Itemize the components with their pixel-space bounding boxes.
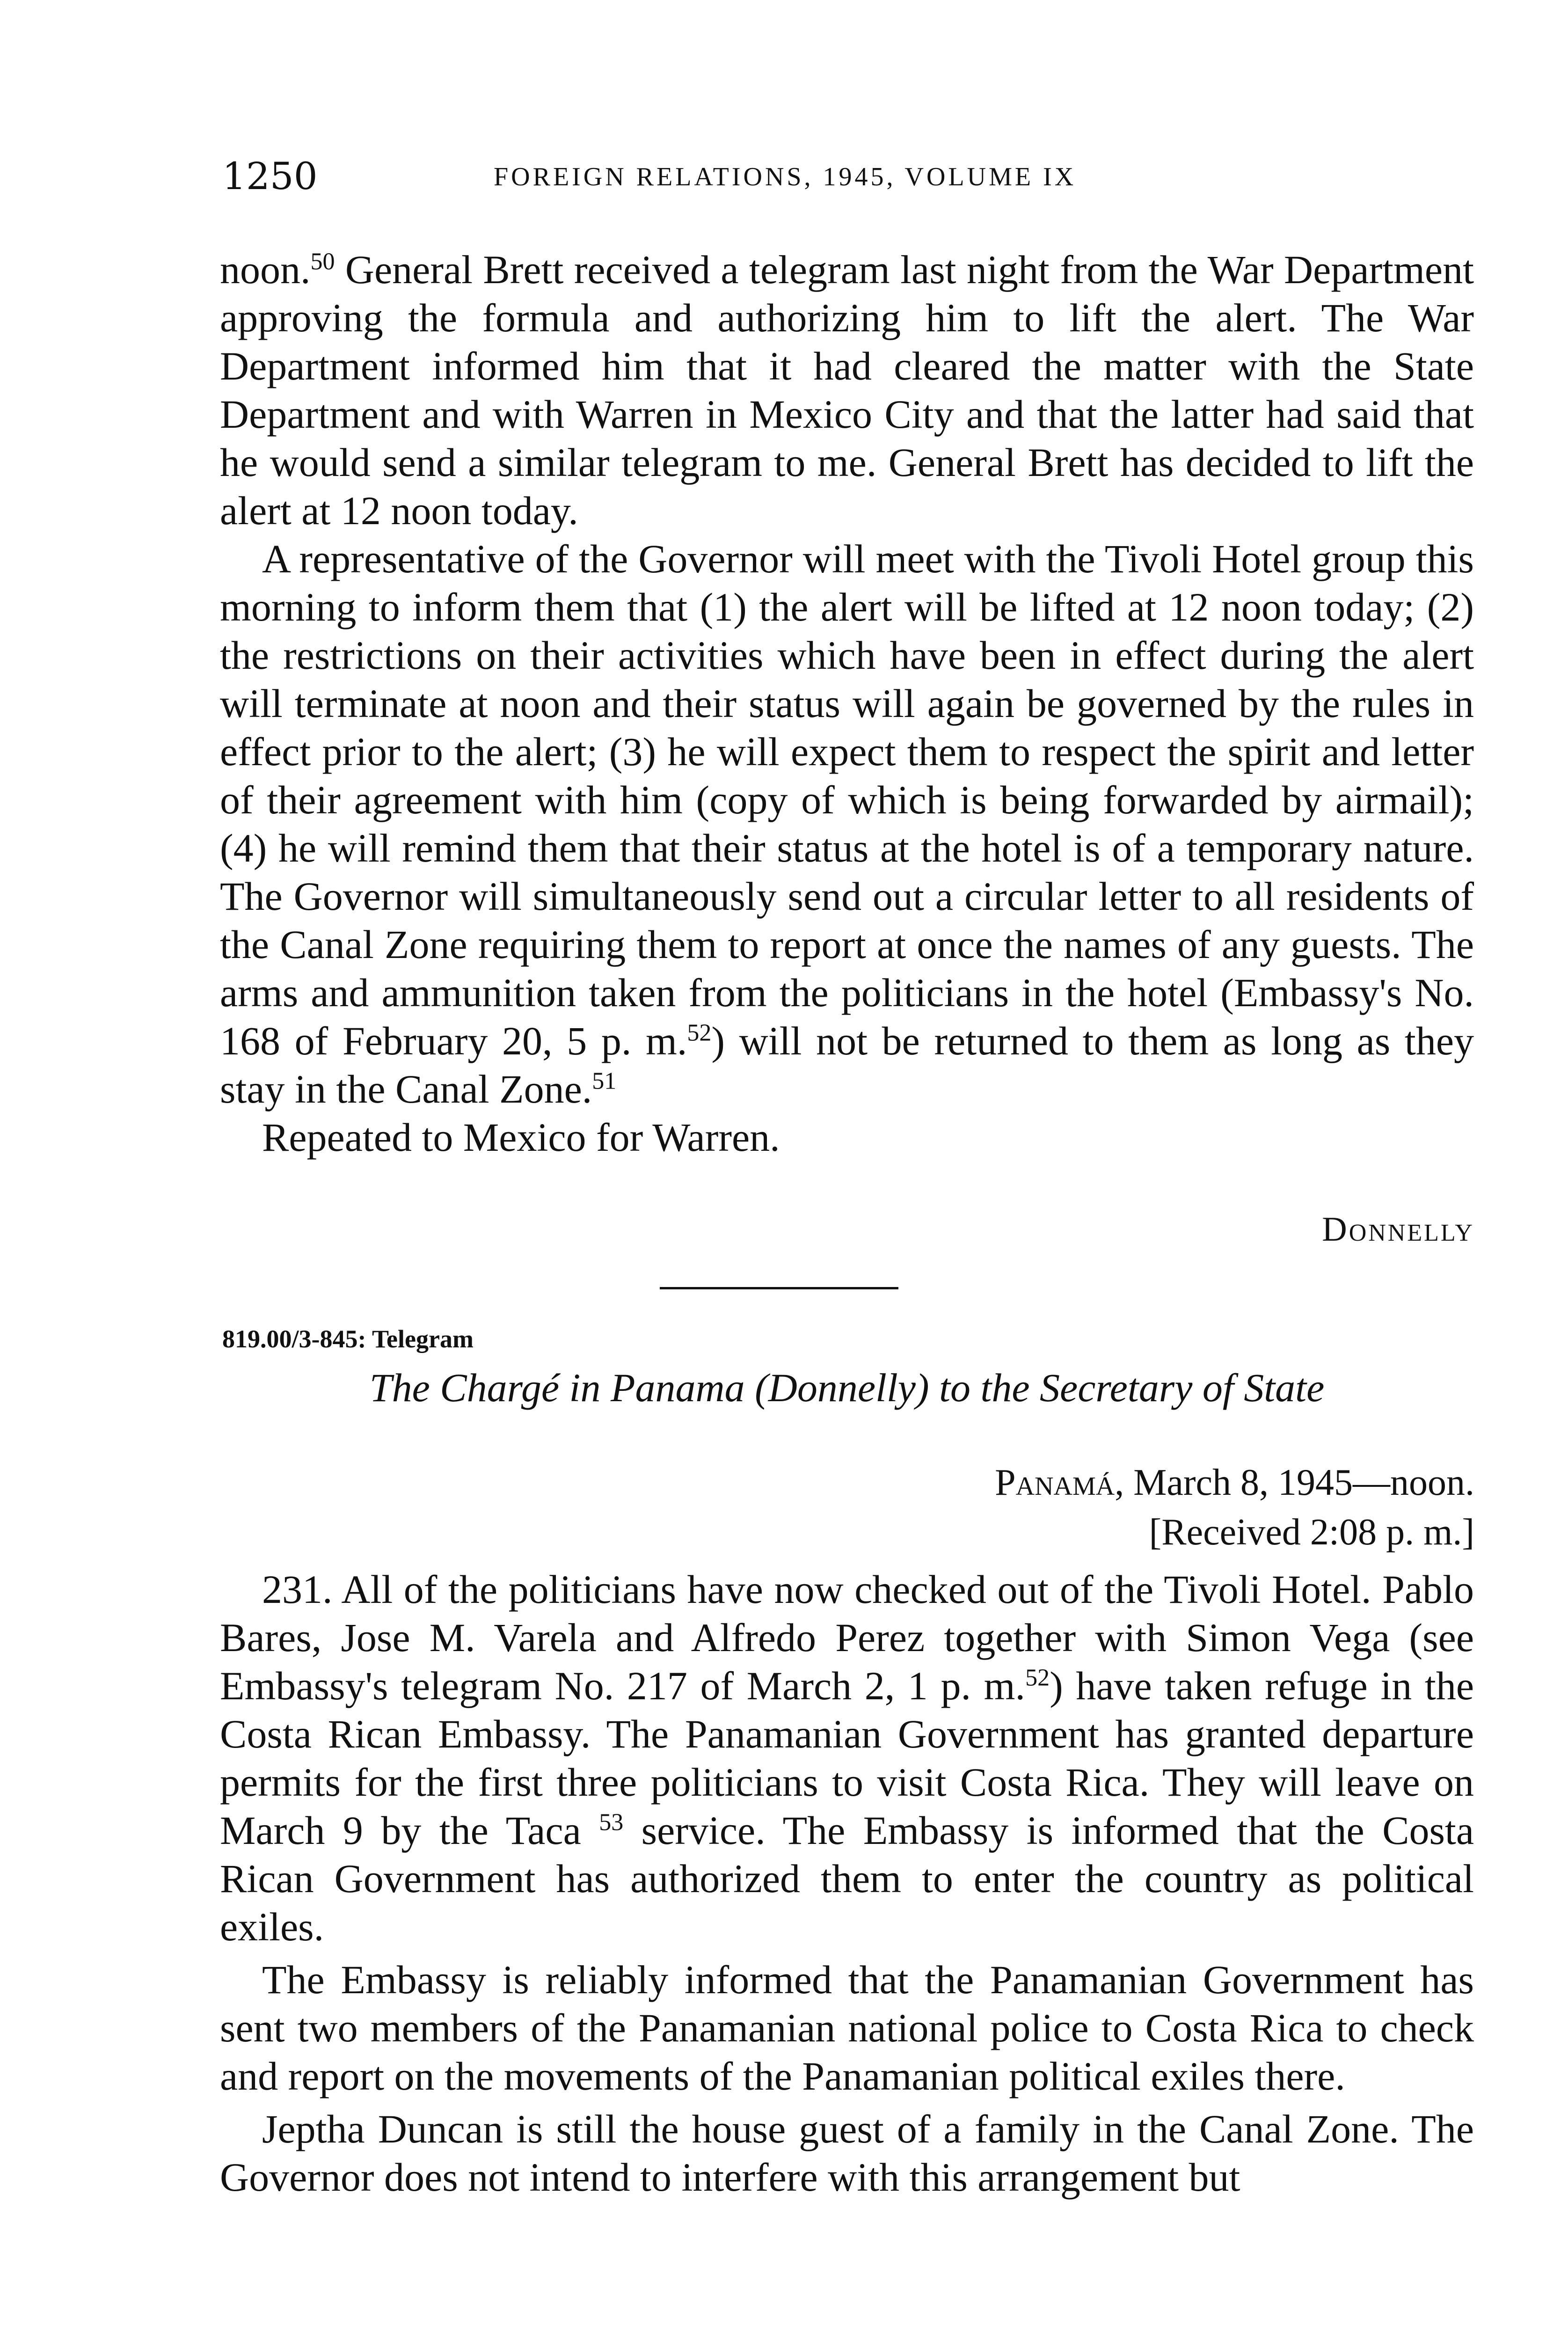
section-divider <box>660 1287 898 1289</box>
footnote-ref: 52 <box>687 1019 712 1046</box>
dateline <box>995 1458 1474 1557</box>
footnote-ref: 52 <box>1025 1664 1050 1691</box>
footnote-ref: 50 <box>310 248 335 275</box>
telegram-continuation <box>220 246 1474 1162</box>
dateline-date: March 8, 1945—noon. <box>1124 1462 1474 1503</box>
paragraph: 231. All of the politicians have now checked out of the Tivoli Hotel. Pablo Bares, Jose M. Varela and Alfredo Perez together with Simon Vega (see Embassy's telegram No. 217 of March 2, 1 p. m.$^{52}$) have taken refuge in the Costa Rican Embassy. The Panamanian Government has granted departure permits for the first three politicians to visit Costa Rica. They will leave on March 9 by the Taca $^{53}$ service. The Embassy is informed that the Costa Rican Government has authorized them to enter the country as political exiles. <box>220 1567 1474 1949</box>
telegram-body <box>220 1565 1474 2201</box>
paragraph: A representative of the Governor will meet with the Tivoli Hotel group this morning to inform them that (1) the alert will be lifted at 12 noon today; (2) the restrictions on their activities which have been in effect during the alert will terminate at noon and their status will again be governed by the rules in effect prior to the alert; (3) he will expect them to respect the spirit and letter of their agreement with him (copy of which is being forwarded by airmail); (4) he will remind them that their status at the hotel is of a temporary nature. The Governor will simultaneously send out a circular letter to all residents of the Canal Zone requiring them to report at once the names of any guests. The arms and ammunition taken from the politicians in the hotel (Embassy's No. 168 of February 20, 5 p. m.$^{52}$) will not be returned to them as long as they stay in the Canal Zone.$^{51}$ <box>220 536 1474 1112</box>
file-reference: 819.00/3-845: Telegram <box>222 1325 474 1353</box>
page-header <box>222 154 1472 206</box>
received-time: [Received 2:08 p. m.] <box>1149 1512 1474 1553</box>
paragraph: The Embassy is reliably informed that the Panamanian Government has sent two members of the Panamanian national police to Costa Rica to check and report on the movements of the Panamanian political exiles there. <box>220 1957 1474 2099</box>
page-number: 1250 <box>222 154 318 198</box>
signature: Donnelly <box>1322 1210 1474 1249</box>
document-title: The Chargé in Panama (Donnelly) to the Secretary of State <box>369 1365 1325 1410</box>
paragraph: Repeated to Mexico for Warren. <box>262 1115 780 1160</box>
paragraph: noon.$^{50}$ General Brett received a telegram last night from the War Department approving the formula and authorizing him to lift the alert. The War Department informed him that it had cleared the matter with the State Department and with Warren in Mexico City and that the latter had said that he would send a similar telegram to me. General Brett has decided to lift the alert at 12 noon today. <box>220 247 1474 533</box>
running-title: FOREIGN RELATIONS, 1945, VOLUME IX <box>494 162 1077 191</box>
dateline-place: Panamá, <box>995 1462 1124 1503</box>
paragraph: Jeptha Duncan is still the house guest of a family in the Canal Zone. The Governor does not intend to interfere with this arrangement but <box>220 2106 1474 2200</box>
footnote-ref: 51 <box>592 1068 617 1095</box>
footnote-ref: 53 <box>599 1809 624 1836</box>
